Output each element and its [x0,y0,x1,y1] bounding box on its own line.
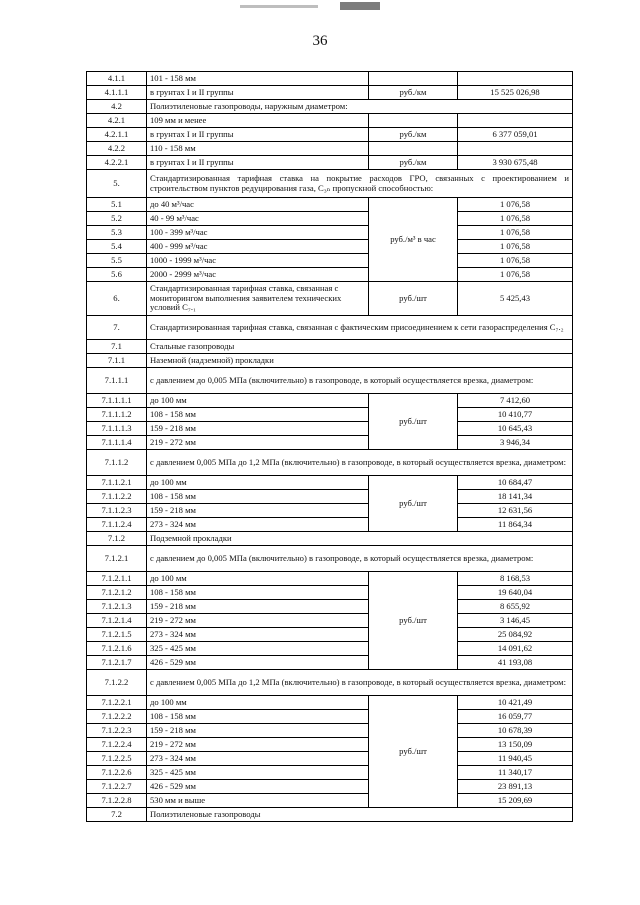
row-description: до 100 мм [147,476,369,490]
row-number: 7.1.1.1.1 [87,394,147,408]
row-number: 5.2 [87,212,147,226]
table-row [87,546,573,572]
table-row [87,128,573,142]
row-description: с давлением 0,005 МПа до 1,2 МПа (включительно) в газопроводе, в который осуществляется врезка, диаметром: [147,450,573,476]
page-number: 36 [312,33,328,49]
table-row [87,642,573,656]
row-description: 1000 - 1999 м³/час [147,254,369,268]
value-cell: 11 940,45 [458,752,573,766]
scan-noise-left [240,5,318,8]
table-row [87,724,573,738]
row-description: 273 - 324 мм [147,628,369,642]
row-description: 325 - 425 мм [147,642,369,656]
row-description: до 40 м³/час [147,198,369,212]
row-number: 4.2.1.1 [87,128,147,142]
table-row [87,808,573,822]
unit-cell: руб./м³ в час [369,198,458,282]
row-number: 7.1.1.1.2 [87,408,147,422]
value-cell: 10 645,43 [458,422,573,436]
value-cell [458,142,573,156]
unit-cell [369,72,458,86]
row-description: Стандартизированная тарифная ставка, связанная с фактическим присоединением к сети газораспределения С₇.₂ [147,316,573,340]
table-row [87,368,573,394]
row-description: 108 - 158 мм [147,710,369,724]
value-cell: 1 076,58 [458,240,573,254]
value-cell: 10 678,39 [458,724,573,738]
value-cell: 1 076,58 [458,254,573,268]
value-cell: 7 412,60 [458,394,573,408]
value-cell: 15 525 026,98 [458,86,573,100]
row-description: Полиэтиленовые газопроводы, наружным диаметром: [147,100,573,114]
row-description: 100 - 399 м³/час [147,226,369,240]
row-number: 7.1.2.2.2 [87,710,147,724]
row-number: 7.1.1.2.4 [87,518,147,532]
row-description: до 100 мм [147,394,369,408]
unit-cell [369,114,458,128]
value-cell: 14 091,62 [458,642,573,656]
row-description: 110 - 158 мм [147,142,369,156]
tariff-table [86,71,573,822]
row-number: 7.1.2.2.8 [87,794,147,808]
row-number: 7.1.2.1.5 [87,628,147,642]
row-number: 5.3 [87,226,147,240]
table-row [87,240,573,254]
table-row [87,600,573,614]
row-number: 7.1.2.1.6 [87,642,147,656]
row-description: в грунтах I и II группы [147,128,369,142]
table-row [87,212,573,226]
row-number: 7.1 [87,340,147,354]
row-description: 219 - 272 мм [147,614,369,628]
row-description: 159 - 218 мм [147,600,369,614]
row-number: 7.1.2.1.4 [87,614,147,628]
row-number: 7.1.1.2 [87,450,147,476]
row-number: 7.1.1.1.4 [87,436,147,450]
row-description: Наземной (надземной) прокладки [147,354,573,368]
table-row [87,450,573,476]
value-cell: 8 168,53 [458,572,573,586]
table-row [87,780,573,794]
value-cell: 19 640,04 [458,586,573,600]
row-description: 40 - 99 м³/час [147,212,369,226]
row-number: 7.1.2.2.5 [87,752,147,766]
table-row [87,170,573,198]
row-number: 7.1.2.2 [87,670,147,696]
row-number: 5.4 [87,240,147,254]
row-description: 159 - 218 мм [147,724,369,738]
value-cell: 10 421,49 [458,696,573,710]
row-number: 7.1.2 [87,532,147,546]
table-row [87,476,573,490]
table-row [87,316,573,340]
row-description: Стандартизированная тарифная ставка, связанная с мониторингом выполнения заявителем технических условий С₇.₁ [147,282,369,316]
value-cell: 3 146,45 [458,614,573,628]
value-cell: 23 891,13 [458,780,573,794]
table-row [87,794,573,808]
table-row [87,614,573,628]
table-row [87,282,573,316]
row-number: 7.1.1.1.3 [87,422,147,436]
table-row [87,72,573,86]
value-cell: 10 684,47 [458,476,573,490]
row-description: в грунтах I и II группы [147,156,369,170]
row-description: 400 - 999 м³/час [147,240,369,254]
unit-cell [369,142,458,156]
value-cell: 15 209,69 [458,794,573,808]
value-cell: 5 425,43 [458,282,573,316]
row-number: 7.1.2.1.7 [87,656,147,670]
table-row [87,226,573,240]
row-number: 7. [87,316,147,340]
row-description: в грунтах I и II группы [147,86,369,100]
value-cell: 3 946,34 [458,436,573,450]
row-description: 219 - 272 мм [147,738,369,752]
row-description: с давлением до 0,005 МПа (включительно) в газопроводе, в который осуществляется врезка, диаметром: [147,368,573,394]
table-row [87,198,573,212]
row-number: 7.1.1 [87,354,147,368]
row-number: 5.6 [87,268,147,282]
row-number: 7.1.2.1.1 [87,572,147,586]
row-number: 6. [87,282,147,316]
scan-noise-right [340,2,380,10]
table-row [87,532,573,546]
value-cell: 10 410,77 [458,408,573,422]
table-row [87,670,573,696]
row-description: 2000 - 2999 м³/час [147,268,369,282]
unit-cell: руб./шт [369,394,458,450]
row-number: 4.2.2 [87,142,147,156]
table-row [87,752,573,766]
row-number: 7.1.2.1 [87,546,147,572]
value-cell: 41 193,08 [458,656,573,670]
row-number: 4.2 [87,100,147,114]
row-description: 530 мм и выше [147,794,369,808]
row-number: 7.1.2.2.1 [87,696,147,710]
table-row [87,504,573,518]
row-number: 7.1.2.1.3 [87,600,147,614]
table-row [87,408,573,422]
row-description: 273 - 324 мм [147,518,369,532]
table-row [87,656,573,670]
table-row [87,422,573,436]
row-description: 101 - 158 мм [147,72,369,86]
unit-cell: руб./км [369,128,458,142]
unit-cell: руб./км [369,156,458,170]
row-description: Стандартизированная тарифная ставка на покрытие расходов ГРО, связанных с проектированием и строительством пунктов редуцирования газа, С₃ₙ пропускной способностью: [147,170,573,198]
value-cell: 11 864,34 [458,518,573,532]
value-cell: 1 076,58 [458,226,573,240]
row-description: 159 - 218 мм [147,422,369,436]
table-row [87,490,573,504]
table-row [87,268,573,282]
value-cell: 11 340,17 [458,766,573,780]
row-number: 5.5 [87,254,147,268]
value-cell: 18 141,34 [458,490,573,504]
row-description: 159 - 218 мм [147,504,369,518]
table-row [87,340,573,354]
row-number: 7.1.2.2.3 [87,724,147,738]
row-number: 4.1.1 [87,72,147,86]
table-row [87,436,573,450]
row-number: 7.1.2.2.6 [87,766,147,780]
row-number: 4.2.1 [87,114,147,128]
value-cell: 6 377 059,01 [458,128,573,142]
row-number: 7.1.1.2.3 [87,504,147,518]
table-row [87,628,573,642]
table-row [87,518,573,532]
unit-cell: руб./шт [369,282,458,316]
table-row [87,586,573,600]
row-description: 108 - 158 мм [147,490,369,504]
row-number: 7.2 [87,808,147,822]
table-row [87,114,573,128]
value-cell: 1 076,58 [458,212,573,226]
row-description: до 100 мм [147,696,369,710]
unit-cell: руб./шт [369,572,458,670]
table-row [87,738,573,752]
unit-cell: руб./шт [369,476,458,532]
row-description: 426 - 529 мм [147,780,369,794]
row-number: 5.1 [87,198,147,212]
row-number: 7.1.2.2.7 [87,780,147,794]
table-row [87,142,573,156]
value-cell: 1 076,58 [458,268,573,282]
row-description: до 100 мм [147,572,369,586]
value-cell: 25 084,92 [458,628,573,642]
value-cell: 13 150,09 [458,738,573,752]
row-description: 325 - 425 мм [147,766,369,780]
row-description: Стальные газопроводы [147,340,573,354]
value-cell [458,72,573,86]
row-number: 7.1.2.2.4 [87,738,147,752]
table-row [87,156,573,170]
row-description: Полиэтиленовые газопроводы [147,808,573,822]
row-number: 7.1.1.1 [87,368,147,394]
value-cell: 1 076,58 [458,198,573,212]
row-number: 4.2.2.1 [87,156,147,170]
row-number: 4.1.1.1 [87,86,147,100]
table-row [87,394,573,408]
row-number: 5. [87,170,147,198]
value-cell: 8 655,92 [458,600,573,614]
table-row [87,572,573,586]
row-number: 7.1.1.2.2 [87,490,147,504]
row-description: 219 - 272 мм [147,436,369,450]
table-row [87,710,573,724]
table-row [87,354,573,368]
row-description: 108 - 158 мм [147,586,369,600]
row-description: Подземной прокладки [147,532,573,546]
row-description: 426 - 529 мм [147,656,369,670]
row-description: 109 мм и менее [147,114,369,128]
row-description: 108 - 158 мм [147,408,369,422]
value-cell: 16 059,77 [458,710,573,724]
table-row [87,86,573,100]
value-cell: 3 930 675,48 [458,156,573,170]
row-description: 273 - 324 мм [147,752,369,766]
unit-cell: руб./шт [369,696,458,808]
unit-cell: руб./км [369,86,458,100]
table-row [87,766,573,780]
table-row [87,254,573,268]
row-number: 7.1.1.2.1 [87,476,147,490]
row-description: с давлением 0,005 МПа до 1,2 МПа (включительно) в газопроводе, в который осуществляется врезка, диаметром: [147,670,573,696]
table-row [87,696,573,710]
value-cell: 12 631,56 [458,504,573,518]
row-number: 7.1.2.1.2 [87,586,147,600]
table-row [87,100,573,114]
row-description: с давлением до 0,005 МПа (включительно) в газопроводе, в который осуществляется врезка, диаметром: [147,546,573,572]
value-cell [458,114,573,128]
